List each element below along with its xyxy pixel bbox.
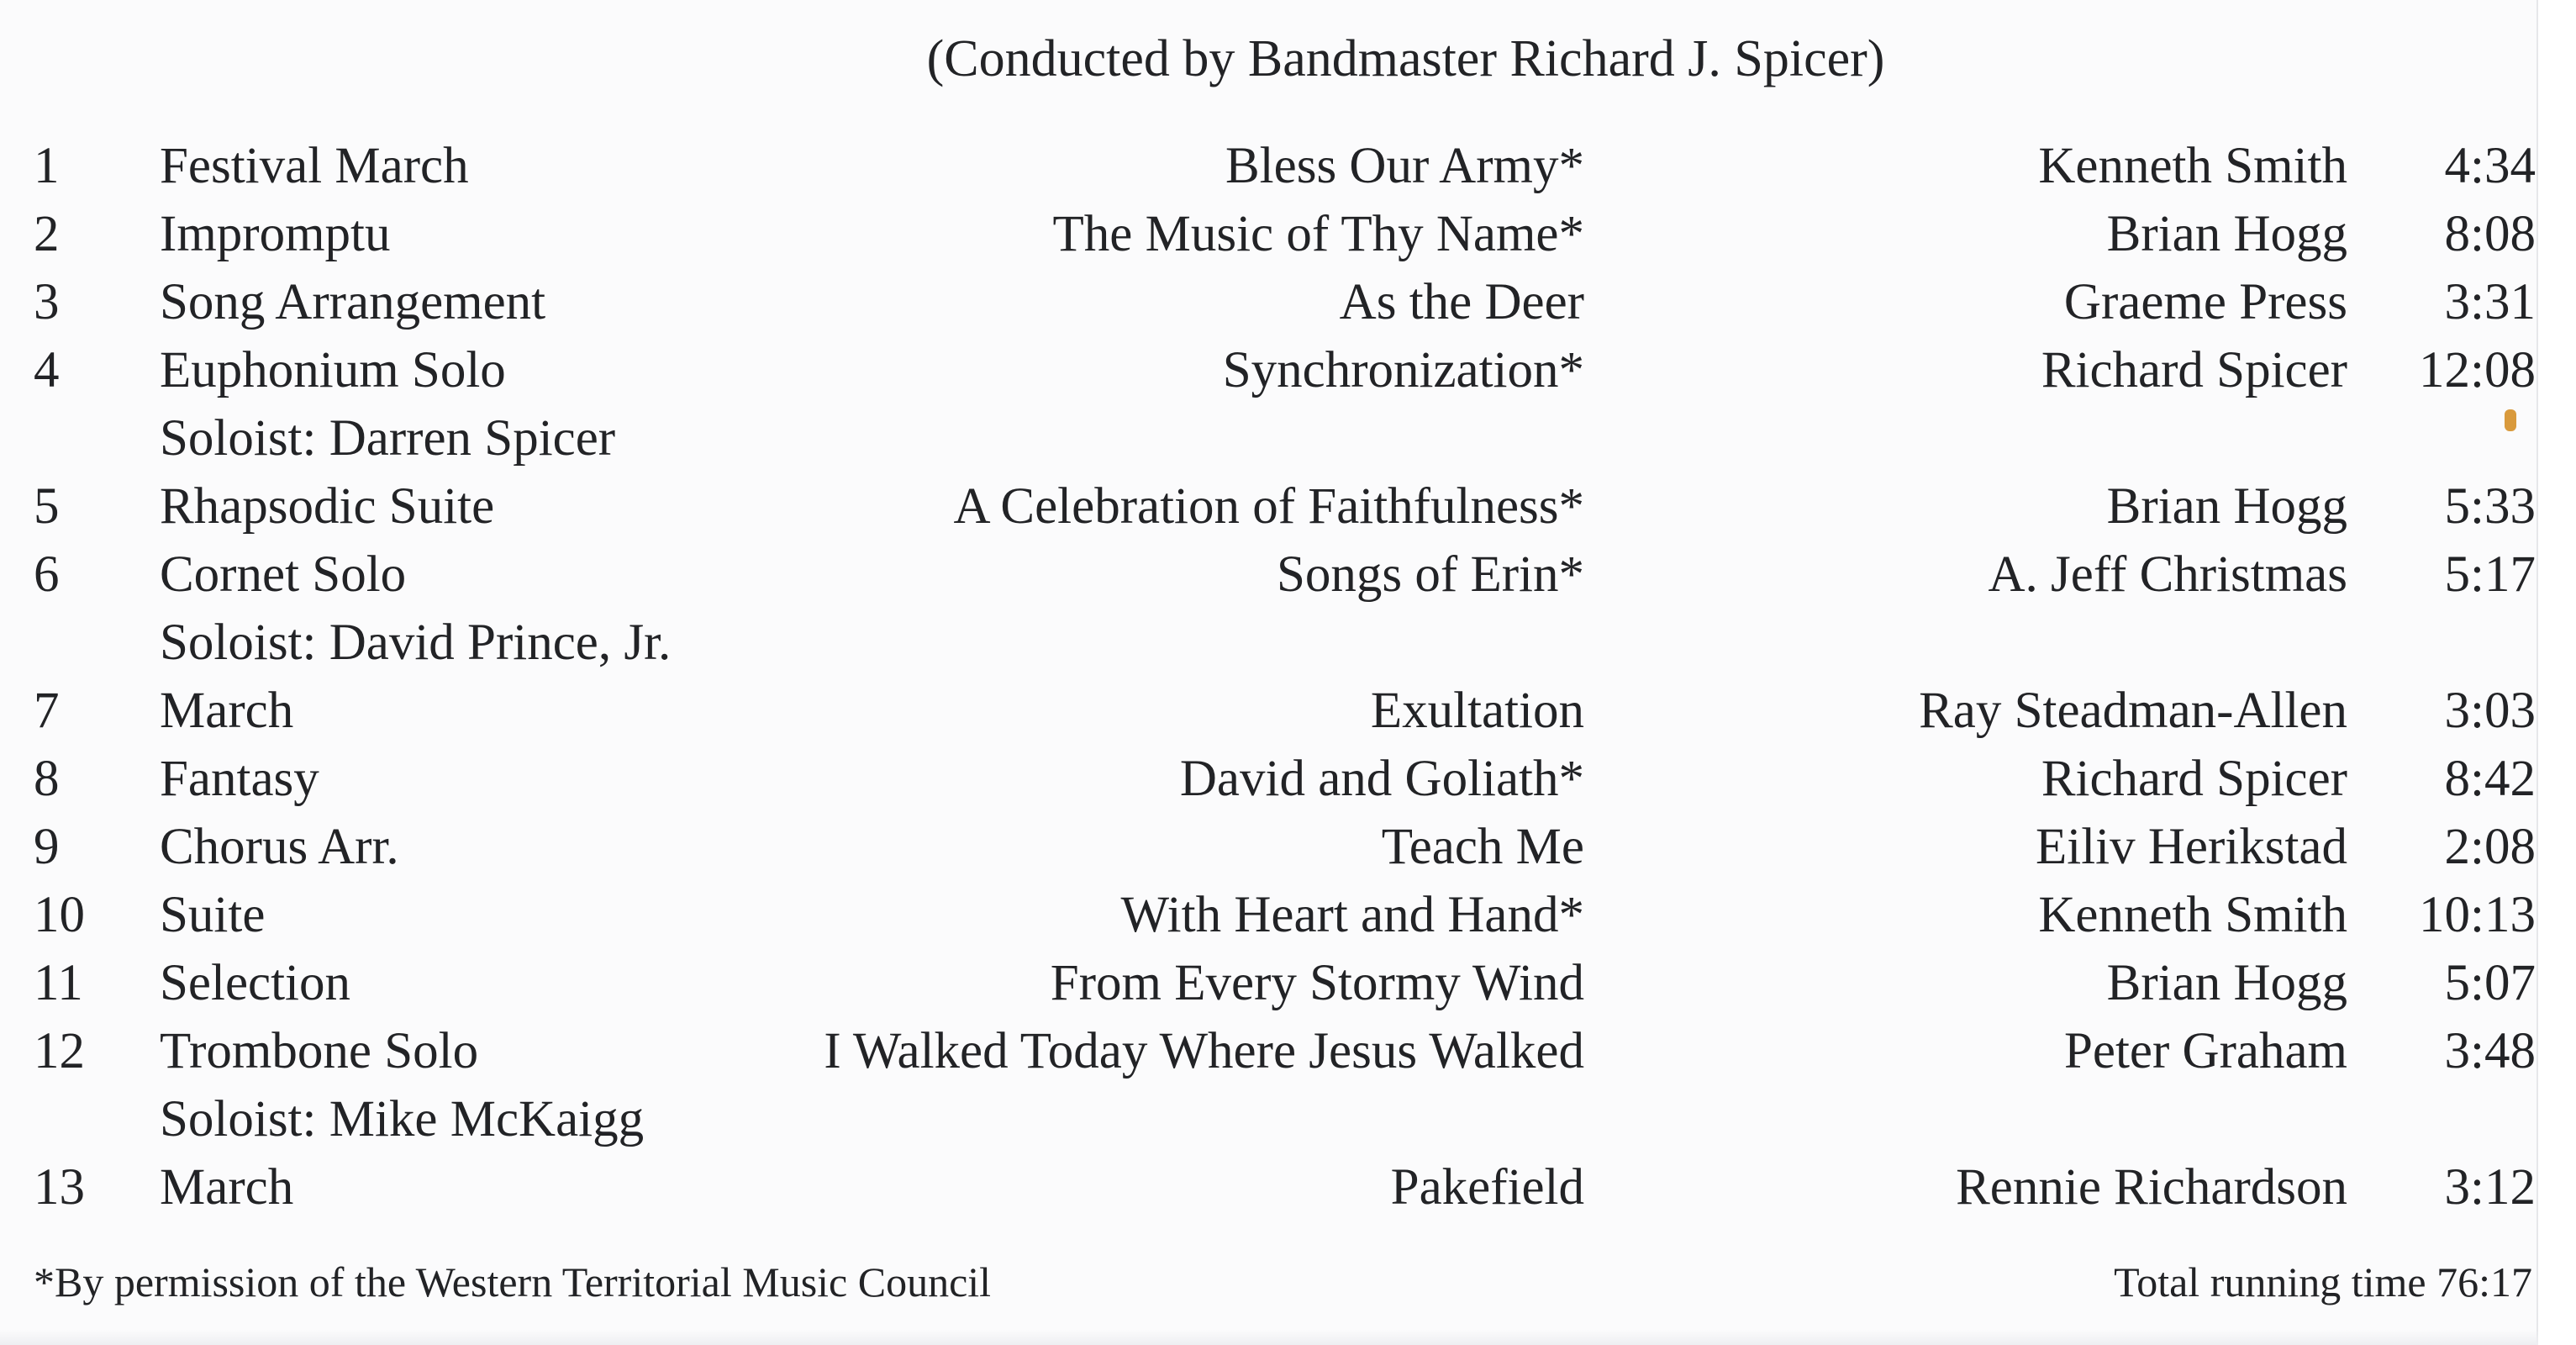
track-number: 5 bbox=[34, 478, 60, 535]
track-time: 5:33 bbox=[2444, 478, 2536, 535]
track-number: 12 bbox=[34, 1023, 85, 1079]
track-number: 2 bbox=[34, 206, 60, 262]
track-title: With Heart and Hand* bbox=[1120, 887, 1584, 943]
track-row bbox=[0, 745, 2576, 813]
track-time: 2:08 bbox=[2444, 819, 2536, 875]
track-composer: Kenneth Smith bbox=[2038, 138, 2347, 194]
track-title: I Walked Today Where Jesus Walked bbox=[824, 1023, 1584, 1079]
track-composer: Graeme Press bbox=[2063, 274, 2347, 330]
track-form: March bbox=[160, 683, 294, 739]
track-form: Fantasy bbox=[160, 751, 319, 807]
track-title: As the Deer bbox=[1339, 274, 1584, 330]
track-title: From Every Stormy Wind bbox=[1050, 955, 1584, 1011]
track-form: Euphonium Solo bbox=[160, 342, 506, 398]
track-time: 10:13 bbox=[2419, 887, 2536, 943]
track-time: 5:07 bbox=[2444, 955, 2536, 1011]
track-composer: Brian Hogg bbox=[2106, 206, 2347, 262]
soloist-credit: Soloist: Darren Spicer bbox=[160, 410, 616, 467]
soloist-row bbox=[0, 1085, 2576, 1153]
track-number: 1 bbox=[34, 138, 60, 194]
track-row bbox=[0, 268, 2576, 336]
page-bottom-shadow bbox=[0, 1330, 2538, 1345]
track-time: 8:42 bbox=[2444, 751, 2536, 807]
track-composer: Rennie Richardson bbox=[1956, 1159, 2347, 1216]
soloist-row bbox=[0, 404, 2576, 472]
track-title: Synchronization* bbox=[1222, 342, 1584, 398]
track-form: March bbox=[160, 1159, 294, 1216]
track-title: Exultation bbox=[1370, 683, 1584, 739]
track-composer: Peter Graham bbox=[2063, 1023, 2347, 1079]
track-form: Rhapsodic Suite bbox=[160, 478, 495, 535]
track-time: 8:08 bbox=[2444, 206, 2536, 262]
track-form: Selection bbox=[160, 955, 350, 1011]
track-row bbox=[0, 677, 2576, 745]
track-number: 3 bbox=[34, 274, 60, 330]
track-composer: Ray Steadman-Allen bbox=[1919, 683, 2347, 739]
track-title: The Music of Thy Name* bbox=[1052, 206, 1584, 262]
paper-speck bbox=[2505, 409, 2516, 431]
track-time: 4:34 bbox=[2444, 138, 2536, 194]
track-number: 7 bbox=[34, 683, 60, 739]
track-number: 13 bbox=[34, 1159, 85, 1216]
track-row bbox=[0, 1153, 2576, 1221]
track-number: 8 bbox=[34, 751, 60, 807]
track-row bbox=[0, 813, 2576, 881]
track-title: Pakefield bbox=[1390, 1159, 1584, 1216]
track-composer: Brian Hogg bbox=[2106, 955, 2347, 1011]
track-form: Impromptu bbox=[160, 206, 391, 262]
track-number: 6 bbox=[34, 546, 60, 603]
track-form: Trombone Solo bbox=[160, 1023, 479, 1079]
track-row bbox=[0, 200, 2576, 268]
track-form: Suite bbox=[160, 887, 266, 943]
track-number: 10 bbox=[34, 887, 85, 943]
track-title: David and Goliath* bbox=[1179, 751, 1584, 807]
track-composer: Richard Spicer bbox=[2041, 342, 2347, 398]
track-number: 9 bbox=[34, 819, 60, 875]
track-composer: Kenneth Smith bbox=[2038, 887, 2347, 943]
track-time: 3:31 bbox=[2444, 274, 2536, 330]
soloist-credit: Soloist: David Prince, Jr. bbox=[160, 614, 672, 671]
track-time: 3:48 bbox=[2444, 1023, 2536, 1079]
track-row bbox=[0, 132, 2576, 200]
track-time: 12:08 bbox=[2419, 342, 2536, 398]
track-time: 3:12 bbox=[2444, 1159, 2536, 1216]
track-number: 4 bbox=[34, 342, 60, 398]
track-form: Song Arrangement bbox=[160, 274, 546, 330]
track-row bbox=[0, 541, 2576, 609]
soloist-credit: Soloist: Mike McKaigg bbox=[160, 1091, 645, 1147]
soloist-row bbox=[0, 609, 2576, 677]
track-title: Bless Our Army* bbox=[1225, 138, 1584, 194]
track-title: Songs of Erin* bbox=[1277, 546, 1584, 603]
track-row bbox=[0, 949, 2576, 1017]
track-time: 3:03 bbox=[2444, 683, 2536, 739]
track-row bbox=[0, 1017, 2576, 1085]
track-composer: Richard Spicer bbox=[2041, 751, 2347, 807]
track-composer: Brian Hogg bbox=[2106, 478, 2347, 535]
track-title: Teach Me bbox=[1381, 819, 1584, 875]
conductor-line: (Conducted by Bandmaster Richard J. Spicer) bbox=[926, 30, 1885, 87]
track-number: 11 bbox=[34, 955, 83, 1011]
conductor-heading bbox=[0, 25, 2576, 92]
track-row bbox=[0, 881, 2576, 949]
total-running-time: Total running time 76:17 bbox=[2114, 1258, 2532, 1305]
track-row bbox=[0, 336, 2576, 404]
track-composer: A. Jeff Christmas bbox=[1988, 546, 2347, 603]
track-title: A Celebration of Faithfulness* bbox=[953, 478, 1584, 535]
permission-note: *By permission of the Western Territorial Music Council bbox=[34, 1258, 992, 1305]
track-time: 5:17 bbox=[2444, 546, 2536, 603]
track-form: Cornet Solo bbox=[160, 546, 407, 603]
track-row bbox=[0, 472, 2576, 541]
track-composer: Eiliv Herikstad bbox=[2035, 819, 2347, 875]
track-form: Festival March bbox=[160, 138, 469, 194]
track-form: Chorus Arr. bbox=[160, 819, 399, 875]
